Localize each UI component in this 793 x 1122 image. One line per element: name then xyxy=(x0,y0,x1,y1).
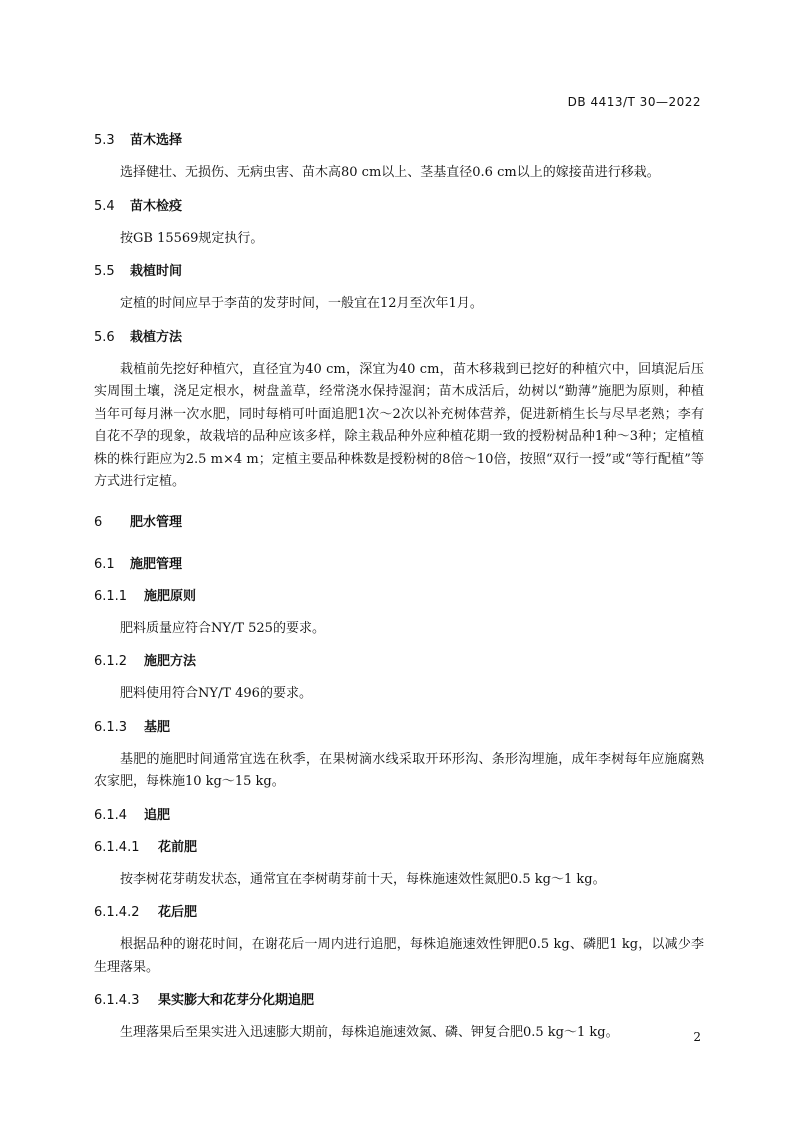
heading-title: 栽植方法 xyxy=(130,329,183,345)
heading-number: 5.6 xyxy=(94,329,115,345)
paragraph: 选择健壮、无损伤、无病虫害、苗木高80 cm以上、茎基直径0.6 cm以上的嫁接苗进行移栽。 xyxy=(120,165,660,180)
heading-6 xyxy=(94,512,704,534)
heading-number: 6.1.4 xyxy=(94,807,128,823)
heading-6-1-2 xyxy=(94,651,704,673)
heading-5-3 xyxy=(94,130,704,152)
heading-number: 5.3 xyxy=(94,133,115,148)
page-number: 2 xyxy=(693,1030,701,1044)
paragraph: 按GB 15569规定执行。 xyxy=(120,230,264,246)
heading-5-5 xyxy=(94,261,704,283)
heading-number: 6.1 xyxy=(94,556,115,572)
heading-number: 6.1.4.2 xyxy=(94,905,140,920)
paragraph: 根据品种的谢花时间，在谢花后一周内进行追肥，每株追施速效性钾肥0.5 kg、磷肥1 kg，以减少李生理落果。 xyxy=(94,937,704,975)
paragraph: 生理落果后至果实进入迅速膨大期前，每株追施速效氮、磷、钾复合肥0.5 kg～1 kg。 xyxy=(120,1025,619,1040)
paragraph: 定植的时间应早于李苗的发芽时间，一般宜在12月至次年1月。 xyxy=(120,296,483,311)
heading-5-6 xyxy=(94,327,704,349)
heading-number: 5.4 xyxy=(94,198,115,214)
heading-6-1-4-3 xyxy=(94,990,704,1012)
heading-title: 苗木检疫 xyxy=(130,198,183,214)
heading-number: 6.1.3 xyxy=(94,719,128,735)
heading-6-1 xyxy=(94,554,704,576)
heading-title: 追肥 xyxy=(144,807,171,823)
heading-6-1-4-1 xyxy=(94,837,704,859)
paragraph: 肥料质量应符合NY/T 525的要求。 xyxy=(120,620,325,636)
paragraph: 按李树花芽萌发状态，通常宜在李树萌芽前十天，每株施速效性氮肥0.5 kg～1 kg。 xyxy=(120,871,606,887)
heading-title: 施肥管理 xyxy=(130,556,183,572)
heading-title: 肥水管理 xyxy=(130,514,183,530)
paragraph: 肥料使用符合NY/T 496的要求。 xyxy=(120,686,312,701)
heading-6-1-1 xyxy=(94,586,704,608)
heading-title: 施肥方法 xyxy=(144,654,197,669)
heading-6-1-4-2 xyxy=(94,902,704,924)
heading-number: 6.1.2 xyxy=(94,654,128,669)
heading-title: 苗木选择 xyxy=(130,133,183,148)
heading-6-1-3 xyxy=(94,717,704,739)
heading-number: 6 xyxy=(94,514,103,530)
heading-number: 6.1.4.3 xyxy=(94,993,140,1008)
heading-title: 果实膨大和花芽分化期追肥 xyxy=(158,993,315,1008)
heading-number: 6.1.4.1 xyxy=(94,839,140,855)
paragraph: 基肥的施肥时间通常宜选在秋季，在果树滴水线采取开环形沟、条形沟埋施，成年李树每年应施腐熟农家肥，每株施10 kg～15 kg。 xyxy=(94,751,704,789)
heading-5-4 xyxy=(94,196,704,218)
heading-title: 基肥 xyxy=(144,719,171,735)
heading-number: 6.1.1 xyxy=(94,588,128,604)
heading-6-1-4 xyxy=(94,805,704,827)
standard-code: DB 4413/T 30—2022 xyxy=(567,95,701,109)
heading-title: 施肥原则 xyxy=(144,588,197,604)
heading-number: 5.5 xyxy=(94,264,115,279)
heading-title: 花后肥 xyxy=(158,905,198,920)
heading-title: 花前肥 xyxy=(158,839,198,855)
paragraph: 栽植前先挖好种植穴，直径宜为40 cm，深宜为40 cm，苗木移栽到已挖好的种植穴中，回填泥后压实周围土壤，浇足定根水，树盘盖草，经常浇水保持湿润；苗木成活后，幼树以“勤薄”施肥为原则，种植当年可每月淋一次水肥，同时每梢可叶面追肥1次～2次以补充树体营养，促进新梢生长与尽早老熟；李有自花不孕的现象，故栽培的品种应该多样，除主栽品种外应种植花期一致的授粉树品种1种～3种；定植植株的株行距应为2.5 m×4 m；定植主要品种株数是授粉树的8倍～10倍，按照“双行一授”或“等行配植”等方式进行定植。 xyxy=(94,361,704,489)
heading-title: 栽植时间 xyxy=(130,264,183,279)
document-body xyxy=(94,130,704,1056)
